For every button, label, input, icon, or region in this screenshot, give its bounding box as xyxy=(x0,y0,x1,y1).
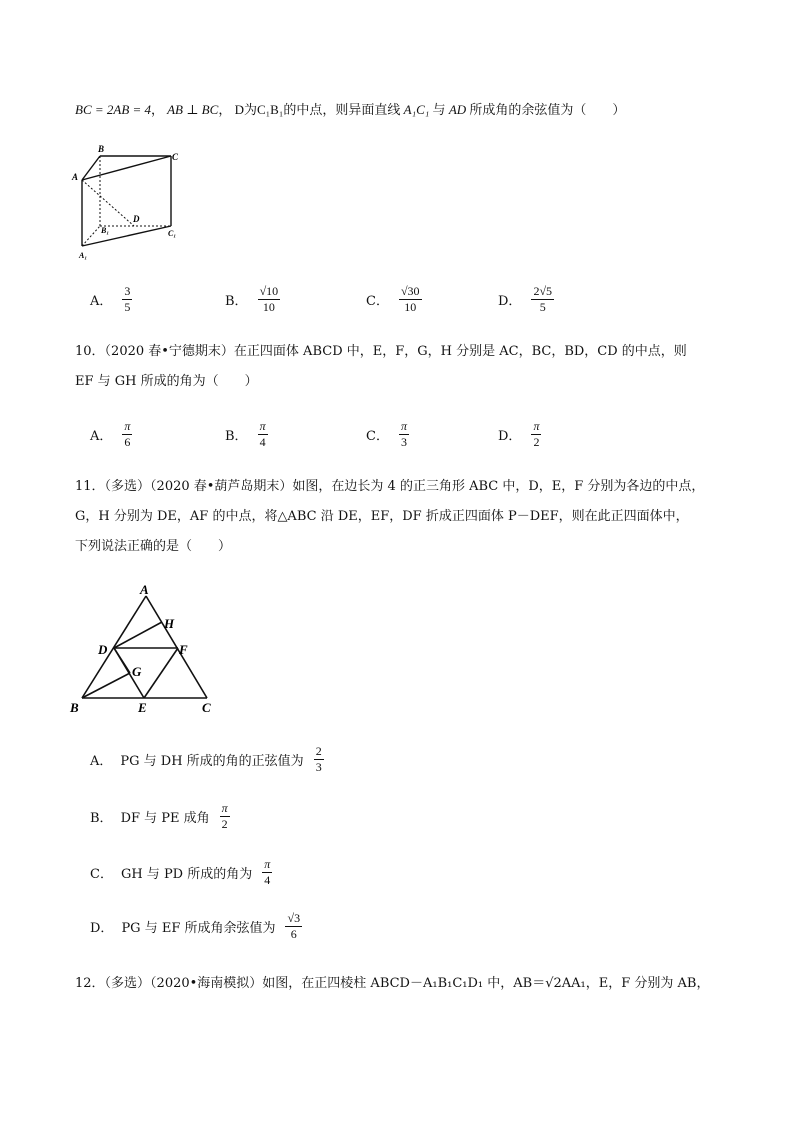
option-label: B． xyxy=(90,811,113,826)
option-label: D． xyxy=(498,429,522,444)
option-text: DF 与 PE 成角 xyxy=(120,811,210,826)
option-label: C． xyxy=(366,294,389,309)
q11-label-b: B xyxy=(70,700,79,715)
option-text: GH 与 PD 所成的角为 xyxy=(120,867,253,882)
q9-option-b[interactable] xyxy=(225,285,280,314)
option-label: A． xyxy=(90,754,113,769)
denominator: 5 xyxy=(539,300,546,314)
q9-condition: BC = 2AB = 4 xyxy=(75,102,152,117)
numerator: π xyxy=(400,419,407,433)
denominator: 4 xyxy=(259,435,266,449)
q9-line-ad: AD xyxy=(448,102,467,117)
fraction xyxy=(399,420,409,449)
q9-label-b: B xyxy=(98,144,105,154)
q11-triangle-figure xyxy=(66,582,226,717)
denominator: 4 xyxy=(264,873,271,887)
q11-stem-line3: 下列说法正确的是（ ） xyxy=(75,539,232,554)
fraction xyxy=(220,802,230,831)
q10-option-a[interactable] xyxy=(90,420,132,449)
fraction xyxy=(399,285,422,314)
q9-mid: C₁B₁的中点，则异面直线 xyxy=(256,102,401,117)
denominator: 10 xyxy=(262,300,275,314)
q9-label-d: D xyxy=(133,214,140,224)
numerator: 2 xyxy=(315,744,322,758)
q11-option-a[interactable] xyxy=(90,745,324,774)
q11-option-b[interactable] xyxy=(90,802,230,831)
denominator: 6 xyxy=(290,927,297,941)
option-label: D． xyxy=(90,921,114,936)
q11-label-g: G xyxy=(132,664,142,679)
q9-label-c: C xyxy=(172,152,179,162)
denominator: 3 xyxy=(315,760,322,774)
q11-label-a: A xyxy=(140,582,149,597)
q9-option-a[interactable] xyxy=(90,285,132,314)
option-label: B． xyxy=(225,294,248,309)
q11-stem-line1: 11．（多选）（2020 春•葫芦岛期末）如图，在边长为 4 的正三角形 ABC 中，D，E，F 分别为各边的中点， xyxy=(75,479,705,494)
q9-label-a1: A₁ xyxy=(79,251,88,260)
q9-option-d[interactable] xyxy=(498,285,554,314)
q11-label-f: F xyxy=(179,642,188,657)
numerator: π xyxy=(259,419,266,433)
numerator: 3 xyxy=(124,284,131,298)
q9-label-c1: C₁ xyxy=(168,229,177,238)
q9-perp: AB ⊥ BC xyxy=(167,102,219,117)
fraction xyxy=(285,912,302,941)
denominator: 2 xyxy=(221,817,228,831)
q11-option-d[interactable] xyxy=(90,912,302,941)
q11-label-h: H xyxy=(164,616,175,631)
fraction xyxy=(122,420,132,449)
fraction xyxy=(531,285,554,314)
option-label: D． xyxy=(498,294,522,309)
option-label: A． xyxy=(90,294,113,309)
q9-stem: BC = 2AB = 4， AB ⊥ BC， D为C₁B₁的中点，则异面直线 A₁C₁ 与 AD 所成角的余弦值为（ ） xyxy=(75,102,626,117)
numerator: √30 xyxy=(400,284,420,298)
numerator: √10 xyxy=(259,284,279,298)
q9-option-c[interactable] xyxy=(366,285,422,314)
q9-label-a: A xyxy=(72,172,79,182)
q11-option-c[interactable] xyxy=(90,858,272,887)
q10-stem-line1: 10．（2020 春•宁德期末）在正四面体 ABCD 中，E，F，G，H 分别是 AC，BC，BD，CD 的中点，则 xyxy=(75,344,687,359)
q9-d: D为 xyxy=(234,102,257,117)
option-label: C． xyxy=(90,867,113,882)
fraction xyxy=(262,858,272,887)
q10-option-d[interactable] xyxy=(498,420,541,449)
option-label: C． xyxy=(366,429,389,444)
q11-label-e: E xyxy=(138,700,147,715)
option-text: PG 与 DH 所成的角的正弦值为 xyxy=(120,754,304,769)
fraction xyxy=(258,285,281,314)
q11-label-c: C xyxy=(202,700,211,715)
numerator: √3 xyxy=(287,911,301,925)
q9-prism-figure xyxy=(70,140,190,265)
fraction xyxy=(314,745,324,774)
denominator: 6 xyxy=(124,435,131,449)
q11-stem-line2: G，H 分别为 DE，AF 的中点，将△ABC 沿 DE，EF，DF 折成正四面体 P－DEF，则在此正四面体中， xyxy=(75,509,689,524)
numerator: π xyxy=(533,419,540,433)
q10-stem-line2: EF 与 GH 所成的角为（ ） xyxy=(75,374,258,389)
numerator: π xyxy=(221,801,228,815)
q10-option-b[interactable] xyxy=(225,420,268,449)
fraction xyxy=(122,285,132,314)
denominator: 10 xyxy=(404,300,417,314)
q9-end: 所成角的余弦值为（ ） xyxy=(469,102,626,117)
numerator: π xyxy=(264,857,271,871)
numerator: 2√5 xyxy=(533,284,553,298)
denominator: 2 xyxy=(533,435,540,449)
option-label: A． xyxy=(90,429,113,444)
denominator: 3 xyxy=(400,435,407,449)
numerator: π xyxy=(124,419,131,433)
q10-option-c[interactable] xyxy=(366,420,409,449)
option-label: B． xyxy=(225,429,248,444)
q9-label-b1: B₁ xyxy=(101,226,110,235)
fraction xyxy=(258,420,268,449)
q9-yu: 与 xyxy=(432,102,446,117)
denominator: 5 xyxy=(124,300,131,314)
q12-stem-line1: 12．（多选）（2020•海南模拟）如图，在正四棱柱 ABCD－A₁B₁C₁D₁ 中，AB＝√2AA₁，E，F 分别为 AB， xyxy=(75,976,710,991)
q11-label-d: D xyxy=(98,642,108,657)
option-text: PG 与 EF 所成角余弦值为 xyxy=(121,921,276,936)
q9-line-a1c1: A₁C₁ xyxy=(403,102,430,117)
fraction xyxy=(531,420,541,449)
